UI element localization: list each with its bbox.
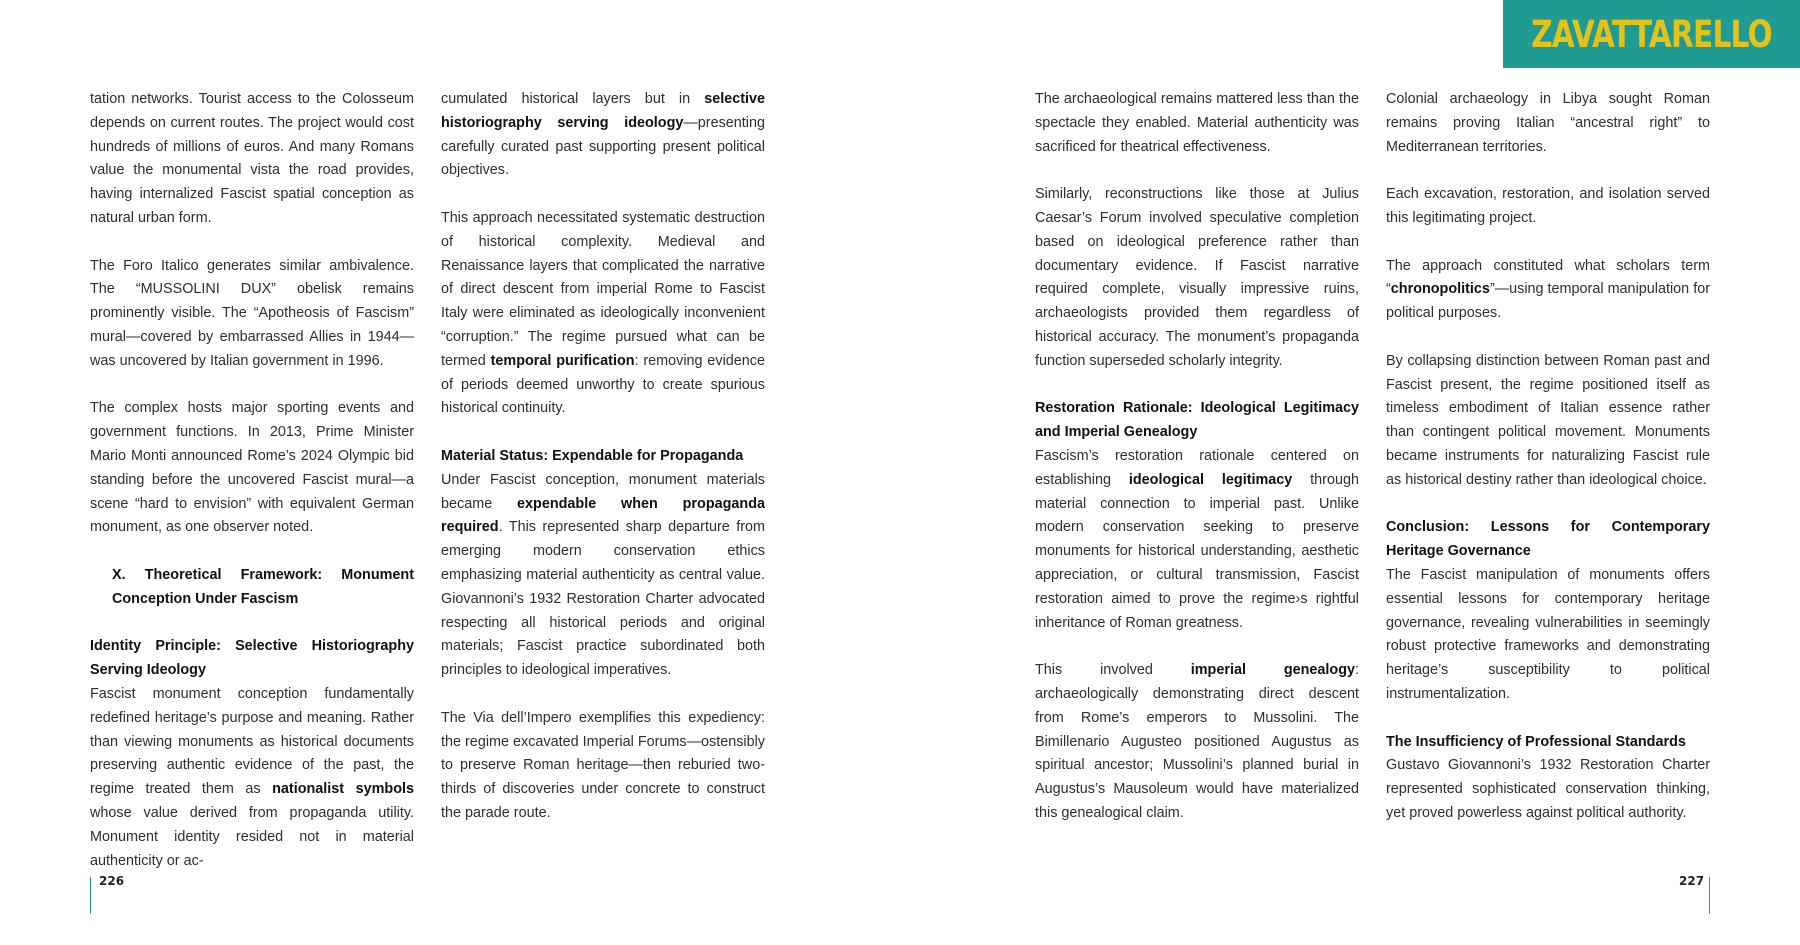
right-page-column-1: [1035, 88, 1359, 826]
brand-banner: [1503, 0, 1800, 68]
paragraph: Fascist monument conception fundamentally redefined heritage’s purpose and meaning. Rather than viewing monuments as historical documents preserving authentic evidence of the past, the regime treated them as nationalist symbols whose value derived from propaganda utility. Monument identity resided not in material authenticity or ac-: [90, 685, 415, 869]
bold-term: imperial genealogy: [1190, 662, 1356, 679]
bold-term: selective historiography serving ideology: [441, 91, 765, 131]
paragraph: This involved imperial genealogy: archaeologically demonstrating direct descent from Rome’s emperors to Mussolini. The Bimillenario Augusteo positioned Augustus as spiritual ancestor; Mussolini’s planned burial in Augustus’s Mausoleum would have materialized this genealogical claim.: [1035, 662, 1360, 821]
paragraph: Each excavation, restoration, and isolation served this legitimating project.: [1386, 186, 1710, 226]
paragraph: Colonial archaeology in Libya sought Roman remains proving Italian “ancestral right” to Mediterranean territories.: [1386, 91, 1710, 155]
bold-term: ideological legitimacy: [1128, 471, 1293, 488]
paragraph: Fascism’s restoration rationale centered on establishing ideological legitimacy through material connection to imperial past. Unlike modern conservation seeking to preserve monuments for historical understanding, aesthetic appreciation, or cultural transmission, Fascist restoration aimed to prove the regime›s rightful inheritance of Roman greatness.: [1035, 447, 1359, 631]
bold-term: chronopolitics: [1390, 281, 1490, 298]
paragraph: tation networks. Tourist access to the Colosseum depends on current routes. The project would cost hundreds of millions of euros. And many Romans value the monumental vista the road provides, having internalized Fascist spatial conception as natural urban form.: [90, 91, 414, 226]
paragraph: Gustavo Giovannoni’s 1932 Restoration Charter represented sophisticated conservation thinking, yet proved powerless against political authority.: [1386, 757, 1710, 821]
paragraph: The Fascist manipulation of monuments offers essential lessons for contemporary heritage governance, revealing vulnerabilities in seemingly robust protective frameworks and demonstrating heritage’s susceptibility to political instrumentalization.: [1386, 566, 1710, 702]
left-page-column-2: [441, 88, 765, 826]
folio-rule-right: [1709, 877, 1710, 914]
paragraph: The Foro Italico generates similar ambivalence. The “MUSSOLINI DUX” obelisk remains prominently visible. The “Apotheosis of Fascism” mural—covered by embarrassed Allies in 1944—was uncovered by Italian government in 1996.: [90, 257, 414, 369]
page-number-left: 226: [99, 874, 125, 888]
subheading: The Insufficiency of Professional Standards: [1386, 733, 1686, 750]
subheading: Conclusion: Lessons for Contemporary Heritage Governance: [1386, 519, 1710, 560]
page-number-right: 227: [1679, 874, 1705, 888]
paragraph: The approach constituted what scholars term “chronopolitics”—using temporal manipulation for political purposes.: [1386, 257, 1710, 322]
brand-title: ZAVATTARELLO: [1531, 12, 1772, 56]
right-page-column-2: [1386, 88, 1710, 826]
paragraph: cumulated historical layers but in selective historiography serving ideology—presenting carefully curated past supporting present political objectives.: [441, 91, 765, 179]
paragraph: The complex hosts major sporting events and government functions. In 2013, Prime Minister Mario Monti announced Rome’s 2024 Olympic bid standing before the uncovered Fascist mural—a scene “hard to envision” with equivalent German monument, as one observer noted.: [90, 400, 414, 536]
paragraph: The Via dell’Impero exemplifies this expediency: the regime excavated Imperial Forums—ostensibly to preserve Roman heritage—then reburied two-thirds of discoveries under concrete to construct the parade route.: [441, 709, 765, 821]
bold-term: nationalist symbols: [272, 781, 415, 798]
paragraph: By collapsing distinction between Roman past and Fascist present, the regime positioned itself as timeless embodiment of Italian essence rather than contingent political movement. Monuments became instruments for naturalizing Fascist rule as historical destiny rather than ideological choice.: [1386, 352, 1710, 488]
paragraph: Similarly, reconstructions like those at Julius Caesar’s Forum involved speculative completion based on ideological preference rather than documentary evidence. If Fascist narrative required complete, visually impressive ruins, archaeologists provided them regardless of historical accuracy. The monument’s propaganda function superseded scholarly integrity.: [1035, 186, 1359, 369]
paragraph: Under Fascist conception, monument materials became expendable when propaganda required. This represented sharp departure from emerging modern conservation ethics emphasizing material authenticity as central value. Giovannoni’s 1932 Restoration Charter advocated respecting all historical periods and original materials; Fascist practice subordinated both principles to ideological imperatives.: [441, 471, 765, 679]
subheading: Restoration Rationale: Ideological Legitimacy and Imperial Genealogy: [1035, 400, 1359, 441]
section-heading: X. Theoretical Framework: Monument Conception Under Fascism: [112, 566, 414, 607]
subheading: Identity Principle: Selective Historiography Serving Ideology: [90, 638, 414, 679]
paragraph: This approach necessitated systematic destruction of historical complexity. Medieval and Renaissance layers that complicated the narrative of direct descent from imperial Rome to Fascist Italy were eliminated as ideologically inconvenient “corruption.” The regime pursued what can be termed temporal purification: removing evidence of periods deemed unworthy to create spurious historical continuity.: [441, 209, 765, 417]
bold-term: temporal purification: [490, 352, 635, 369]
left-page-column-1: [90, 88, 414, 873]
subheading: Material Status: Expendable for Propaganda: [441, 447, 744, 464]
folio-rule-left: [90, 877, 91, 914]
paragraph: The archaeological remains mattered less than the spectacle they enabled. Material authenticity was sacrificed for theatrical effectiveness.: [1035, 91, 1359, 155]
bold-term: expendable when propaganda required: [441, 495, 765, 536]
